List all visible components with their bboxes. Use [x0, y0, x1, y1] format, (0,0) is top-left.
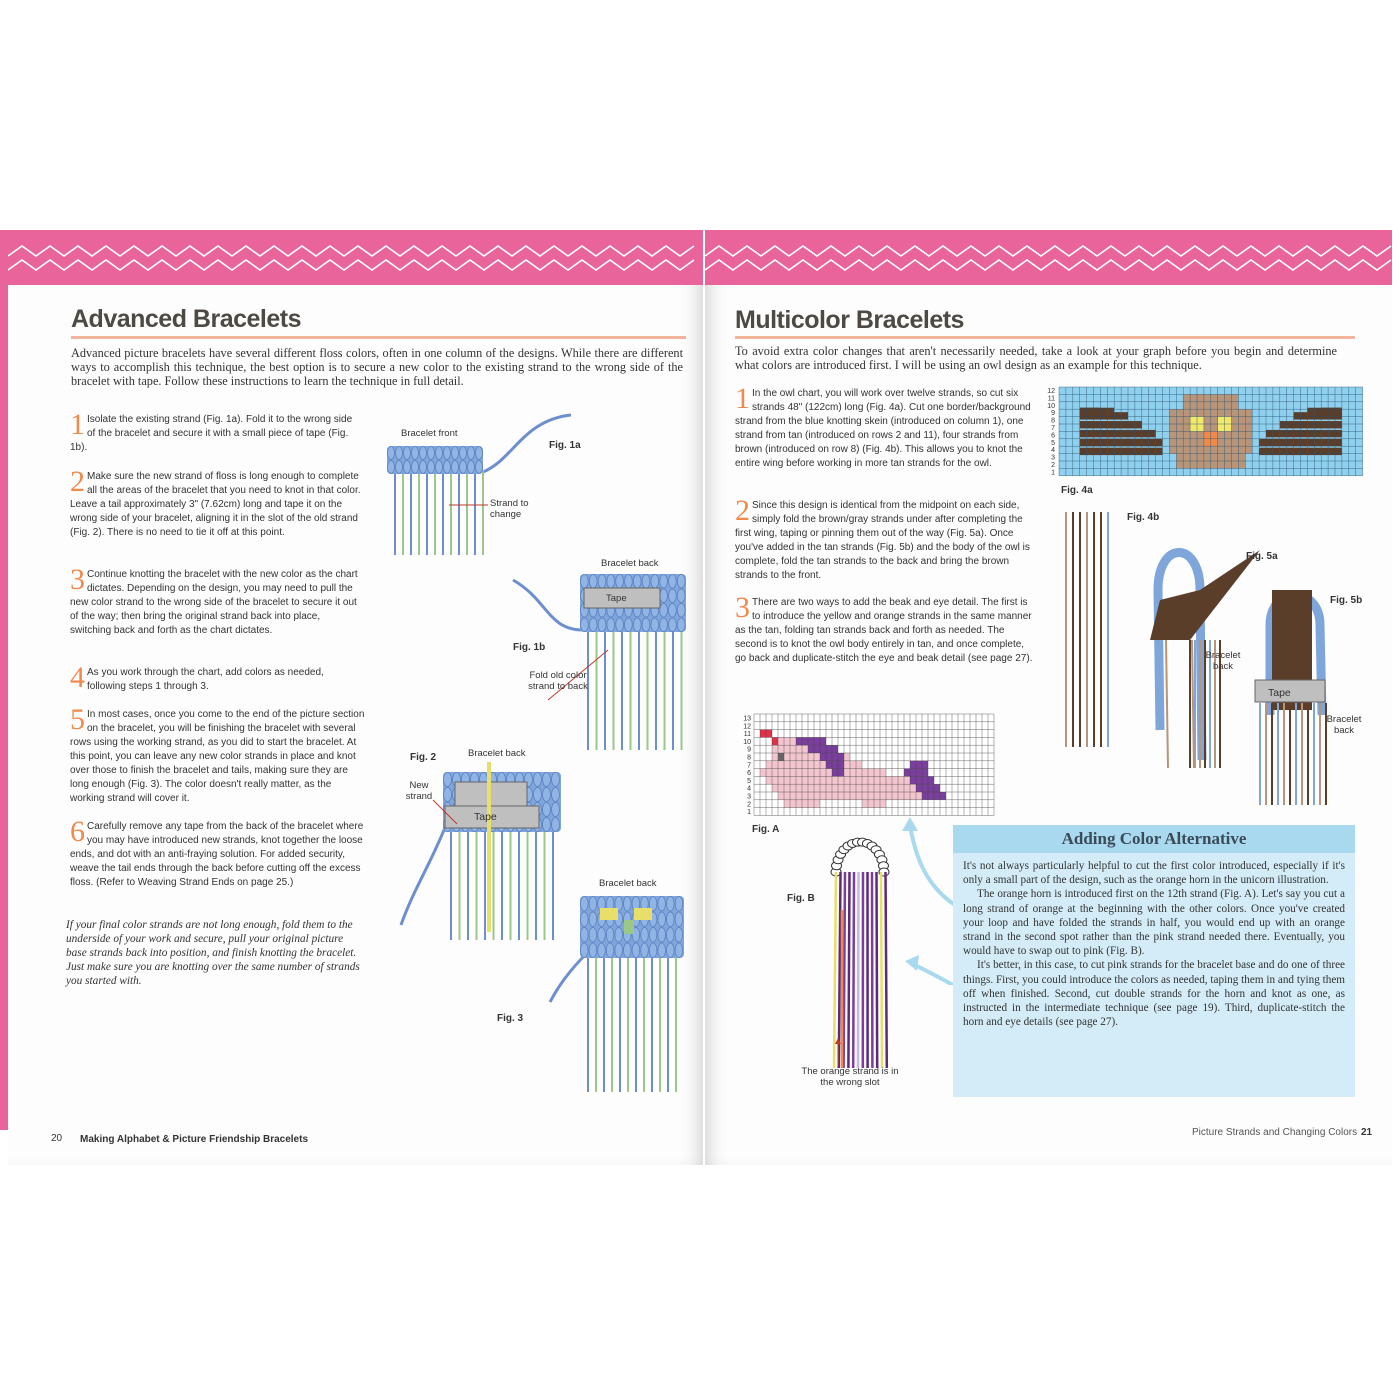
zigzag-pattern	[8, 242, 703, 274]
step-3	[70, 563, 360, 638]
fig-1b-illustration	[508, 570, 698, 750]
step-2	[70, 465, 365, 540]
box-paragraph-1: It's not always particularly helpful to cut the first color introduced, especially if it's only a small part of the design, such as the orange horn in the unicorn illustration.	[963, 860, 1345, 887]
tape-label: Tape	[474, 811, 497, 823]
row-number: 6	[747, 770, 751, 778]
owl-chart	[1045, 385, 1375, 485]
row-number: 7	[1051, 425, 1055, 432]
step-text: Carefully remove any tape from the back of the bracelet where you may have introduced new strands, knot together the loose ends, and dot with an anti-fraying solution. For added security, weave the tail ends through the back before cutting off the excess floss. (Refer to Weaving Strand Ends on page 25.)	[70, 821, 364, 888]
tape-label: Tape	[606, 593, 627, 604]
unicorn-chart	[740, 712, 1010, 822]
fig-5a-label: Fig. 5a	[1246, 551, 1278, 562]
fig-4a-label: Fig. 4a	[1061, 485, 1093, 496]
bracelet-back-label: Bracelet back	[601, 558, 659, 569]
fig-2-illustration	[393, 750, 573, 940]
box-title: Adding Color Alternative	[953, 825, 1355, 853]
fig-5b-illustration	[1250, 585, 1350, 805]
tape-label: Tape	[1268, 687, 1291, 699]
adding-color-alternative-box	[953, 825, 1355, 1097]
zigzag-pattern	[705, 242, 1392, 274]
fig-1a-label: Fig. 1a	[549, 440, 581, 451]
step-number: 2	[70, 465, 85, 498]
row-number: 10	[743, 738, 751, 746]
step-6	[70, 815, 365, 890]
row-number: 9	[747, 746, 751, 754]
step-1	[735, 382, 1033, 471]
row-number: 2	[747, 801, 751, 809]
row-number: 13	[743, 715, 751, 723]
box-paragraph-3: It's better, in this case, to cut pink strands for the bracelet base and do one of three things. First, you could introduce the colors as needed, taping them in and tying them off when finished. Second, cut double strands for the horn and knot as one, as instructed in the intermediate technique (see page 19). Third, duplicate-stitch the horn and eye details (see page 27).	[963, 959, 1345, 1029]
step-text: Isolate the existing strand (Fig. 1a). Fold it to the wrong side of the bracelet and secure it with a small piece of tape (Fig. 1b).	[70, 414, 353, 453]
left-page	[8, 230, 703, 1165]
step-number: 4	[70, 661, 85, 694]
new-strand-label: New strand	[405, 780, 433, 802]
strand-to-change-label: Strand to change	[490, 498, 529, 520]
fig-b-label: Fig. B	[787, 893, 815, 904]
fold-note-label: Fold old color strand to back	[528, 670, 588, 692]
step-number: 3	[735, 591, 750, 624]
intro-paragraph: To avoid extra color changes that aren't necessarily needed, take a look at your graph before you begin and determine what colors are introduced first. I will be using an owl design as an example for this technique.	[735, 344, 1337, 372]
fig-3-illustration	[548, 892, 688, 1092]
bracelet-front-label: Bracelet front	[401, 428, 458, 439]
pointer-arrow	[833, 1038, 843, 1068]
open-book	[8, 230, 1392, 1175]
step-number: 3	[70, 563, 85, 596]
header-band-right	[705, 230, 1392, 285]
row-number: 1	[1051, 469, 1055, 477]
fig-4b-illustration	[1060, 512, 1120, 752]
orange-strand-note: The orange strand is in the wrong slot	[801, 1066, 899, 1088]
italic-note: If your final color strands are not long enough, fold them to the underside of your work and secure, pull your original picture base strands back into position, and finish knotting the bracelet. Just make sure you are knotting over the same number of strands you started with.	[66, 919, 360, 987]
row-number: 12	[1047, 388, 1055, 395]
step-1	[70, 408, 360, 455]
row-number: 2	[1051, 462, 1055, 469]
step-text: Continue knotting the bracelet with the new color as the chart dictates. Depending on the design, you may need to pull the new color strand to the wrong side of the bracelet to secure it out of the way; then bring the original strand back into place, switching back and forth as the chart dictates.	[70, 569, 358, 636]
fig-a-label: Fig. A	[752, 824, 780, 835]
bracelet-back-label: Bracelet back	[1326, 714, 1362, 736]
fig-3-label: Fig. 3	[497, 1013, 524, 1024]
step-5	[70, 703, 365, 806]
step-number: 2	[735, 494, 750, 527]
row-number: 4	[1051, 447, 1055, 455]
running-footer: Picture Strands and Changing Colors	[1192, 1127, 1358, 1138]
row-number: 3	[747, 793, 751, 801]
row-number: 7	[747, 762, 751, 770]
step-text: Since this design is identical from the midpoint on each side, simply fold the brown/gray strands under after completing the first wing, taping or pinning them out of the way (Fig. 5a). Once you've added in the tan strands (Fig. 5b) and the body of the owl is complete, fold the tan strands to the back and bring the brown strands to the front.	[735, 500, 1030, 581]
intro-paragraph: Advanced picture bracelets have several different floss colors, often in one column of the designs. While there are different ways to accomplish this technique, the best option is to secure a new color to the existing strand to the wrong side of the bracelet with tape. Follow these instructions to learn the technique in full detail.	[71, 346, 683, 388]
page-title: Advanced Bracelets	[71, 305, 302, 333]
step-2	[735, 494, 1033, 583]
header-band-left	[8, 230, 703, 285]
step-number: 1	[70, 408, 85, 441]
step-4	[70, 661, 360, 694]
step-text: There are two ways to add the beak and eye detail. The first is to introduce the yellow and orange strands in the same manner as the tan, folding tan strands back and forth as needed. The second is to knot the owl body entirely in tan, and once complete, go back and duplicate-stitch the eye and beak detail (see page 27).	[735, 597, 1033, 664]
title-rule	[735, 336, 1355, 339]
fig-5b-label: Fig. 5b	[1330, 595, 1363, 606]
book-edge	[0, 230, 8, 1130]
bracelet-back-label: Bracelet back	[599, 878, 657, 889]
bracelet-back-label: Bracelet back	[1205, 650, 1241, 672]
row-number: 8	[747, 754, 751, 762]
fig-2-label: Fig. 2	[410, 752, 437, 763]
bracelet-back-label: Bracelet back	[468, 748, 526, 759]
page-number: 21	[1361, 1127, 1373, 1138]
step-number: 6	[70, 815, 85, 848]
step-number: 1	[735, 382, 750, 415]
row-number: 4	[747, 785, 751, 793]
step-text: In the owl chart, you will work over twelve strands, so cut six strands 48" (122cm) long (Fig. 4a). Cut one border/background strand from the blue knotting skein (introduced on column 1), one strand from tan (introduced on rows 2 and 11), four strands from brown (introduced on row 8) (Fig. 4b). This allows you to knot the entire wing before working in more tan strands for the owl.	[735, 388, 1031, 469]
row-number: 8	[1051, 417, 1055, 425]
step-number: 5	[70, 703, 85, 736]
row-number: 1	[747, 809, 751, 817]
row-number: 10	[1047, 402, 1055, 410]
row-number: 11	[1047, 395, 1055, 403]
fig-1b-label: Fig. 1b	[513, 642, 546, 653]
page-number: 20	[51, 1133, 63, 1144]
fig-b-illustration	[820, 830, 900, 1070]
step-text: Make sure the new strand of floss is long enough to complete all the areas of the bracelet that you need to knot in that color. Leave a tail approximately 3" (7.62cm) long and tape it on the wrong side of your bracelet, aligning it in the slot of the old strand (Fig. 2). There is no need to tie it off at this point.	[70, 471, 361, 538]
row-number: 9	[1051, 410, 1055, 418]
right-page	[705, 230, 1392, 1165]
page-title: Multicolor Bracelets	[735, 306, 964, 334]
running-footer: Making Alphabet & Picture Friendship Bracelets	[80, 1134, 309, 1145]
row-number: 5	[747, 777, 751, 785]
step-3	[735, 591, 1033, 666]
row-number: 11	[743, 731, 751, 739]
row-number: 6	[1051, 432, 1055, 440]
row-number: 3	[1051, 454, 1055, 462]
box-paragraph-2: The orange horn is introduced first on the 12th strand (Fig. A). Let's say you cut a long strand of orange at the beginning with the other colors. Once you've created your loop and have folded the strands in half, you would end up with an orange strand in the second spot rather than the pink strand needed there. Eventually, you would have to swap out to pink (Fig. B).	[963, 888, 1345, 958]
title-rule	[71, 336, 686, 339]
step-text: In most cases, once you come to the end of the picture section on the bracelet, you will be finishing the bracelet with several rows using the working strand, as you did to start the bracelet. At this point, you can leave any new color strands in place and knot over those to finish the bracelet and tails, making sure they are long enough (Fig. 3). The color doesn't really matter, as the working strand will cover it.	[70, 709, 365, 804]
step-text: As you work through the chart, add colors as needed, following steps 1 through 3.	[87, 667, 324, 692]
row-number: 5	[1051, 439, 1055, 447]
fig-4b-label: Fig. 4b	[1127, 512, 1160, 523]
row-number: 12	[743, 723, 751, 731]
